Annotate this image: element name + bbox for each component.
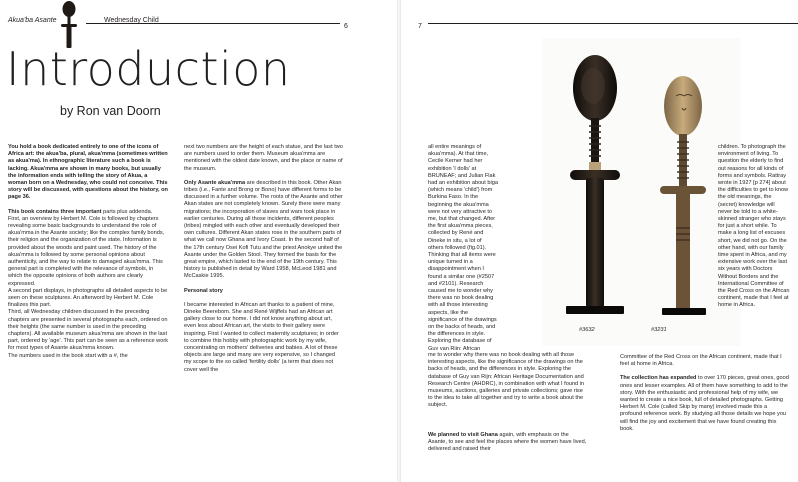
book-title: Akua'ba Asante bbox=[8, 17, 57, 24]
column-3-wrap bbox=[428, 144, 498, 350]
paragraph bbox=[428, 432, 588, 454]
column-3 bbox=[428, 144, 588, 350]
lead-bold: This book contains three important bbox=[8, 208, 102, 215]
paragraph: First, an overview by Herbert M. Cole is followed by chapters revealing some basic backgrounds to understand the role of akua'mma in the Asante society; like the complex family bonds, their religion and the organization of the state. Information is provided about the woods and paint used. The history of the akua'mma is followed by some personal opinions about authenticity, and the way to relate to damaged akua'mma. This general part is completed with the relevance of symbols, in which the opposite opinions of both authors are clearly expressed. bbox=[8, 215, 165, 287]
paragraph: all entire meanings of akua'mma). At that time, Cecile Kerner had her exhibition 'I dolls' at BRUNEAF; and Julian Flak had an exhibition about biga (which means 'child') from Burkina Faso. In the beginning the akua'mma were not very attractive to me, but that changed. After the first akua'mma pieces, collected by René and Dineke in situ, a lot of others followed (fig.01). Thinking that all items were unique turned in a disappointment when I found a similar one (#2507 and #2101). Research caused me to wonder why there was no book dealing with all those interesting aspects, like the significance of the drawings on the backs of heads, and the differences in style. Exploring the database of Guy van Rijn: African bbox=[428, 144, 498, 350]
column-1 bbox=[8, 144, 168, 360]
gutter bbox=[397, 0, 401, 482]
paragraph: next two numbers are the height of each statue, and the last two are numbers used to order them. Museum akua'mma are mentioned with the oldest date known, and the place or name of the museum. bbox=[184, 144, 343, 172]
left-page bbox=[0, 0, 396, 482]
paragraph-rest: again, with emphasis on the Asante, to see and feel the places where the women have lived, delivered and raised their bbox=[428, 432, 587, 453]
column-3-continued bbox=[428, 352, 588, 422]
right-page bbox=[402, 0, 798, 482]
section-title: Wednesday Child bbox=[104, 17, 159, 24]
intro-paragraph: You hold a book dedicated entirely to one of the icons of Africa art: the akua'ba, plural, akua'mma (sometimes written as akua'ma). In ethnographic literature such a book is lacking. Akua'mma are shown in many books, but usually the information ends with telling the story of Akua, a woman born on a Wednesday, who could not conceive. This story will be discussed, with questions about the history, on page 36. bbox=[8, 144, 168, 201]
paragraph-lead-bold: Only Asante akua'mma bbox=[184, 179, 246, 186]
page-number: 6 bbox=[344, 23, 348, 30]
paragraph-lead-bold: The collection has expanded bbox=[620, 375, 697, 382]
paragraph-rest: to over 170 pieces, great ones, good ones and lesser examples. All of them have something to add to the story. With the enthusiastic and professional help of my wife, we wanted to create a nice book, full of detailed photographs. Getting Herbert M. Cole (called Skip by many) involved made this a profound reference work. By studying all those details we hope you will find the joy and excitement that we have found creating this book. bbox=[620, 375, 789, 432]
paragraph: Third, all Wednesday children discussed in the preceding chapters are presented in several photographs each, ordered on their heights (the same number is used in the preceding chapters). All available museum akua'mma are shown in the last part, ordered by 'age'. This part can be seen as a reference work for most types of Asante akua'mma known. bbox=[8, 309, 168, 352]
column-4 bbox=[718, 144, 790, 352]
subhead: Personal story bbox=[184, 287, 223, 294]
paragraph: A second part displays, in photographs all detailed aspects to be seen on these sculptures. An afterword by Herbert M. Cole finalizes this part. bbox=[8, 287, 168, 309]
lead-rest: parts plus addenda. bbox=[101, 208, 153, 215]
column-4-continued bbox=[620, 354, 790, 440]
page-title: Introduction bbox=[6, 42, 291, 96]
column-2 bbox=[184, 144, 344, 381]
paragraph: children. To photograph the environment of living. To question the elderly to find out reasons for all kinds of forms and symbols. Rattray wrote in 1927 [p 274] about the difficulties to get to know the old meanings, the (secret) knowledge will never be told to a white-skinned stranger who stays for just a short while. To make a long list of excuses short, we did not go. On the other hand, with our family time spent in Africa, and my extensive work over the last six years with Doctors Without Borders and the International Committee of the Red Cross on the African continent, made that I feel at home in Africa. bbox=[718, 144, 790, 309]
paragraph: The numbers used in the book start with a #, the bbox=[8, 352, 128, 359]
lead-paragraph bbox=[8, 209, 168, 216]
paragraph bbox=[620, 375, 790, 433]
column-3-end bbox=[428, 432, 588, 461]
byline: by Ron van Doorn bbox=[60, 104, 161, 118]
header-rule bbox=[428, 23, 798, 24]
paragraph-rest: are described in this book. Other Akan tribes (i.e., Fante and Brong or Bono) have different forms to be discussed in a further volume. The roots of the Asante and other Akan states are not completely known. Surely there were many migrations; the incorporation of slaves and wars took place in earlier centuries. During all those incidents, different peoples (tribes) mingled with each other and eventually developed their own cultures. Different Akan states rose in the southern parts of what we call now Ghana and Ivory Coast. In the second half of the 17th century Osei Kofi Tutu and the priest Anokye united the Asante under the Golden Stool. They formed the basis for the great empire, which lasted to the end of the 19th century. This history is published in detail by Ward 1958, McLeod 1981 and McCaskie 1995. bbox=[184, 179, 343, 280]
paragraph bbox=[184, 180, 344, 281]
paragraph: I became interested in African art thanks to a patient of mine, Dineke Beerebom. She and René Wijffels had an African art gallery close to our home. I did not know anything about art, even less about African art, the visits to their gallery were inspiring. First I wanted to collect maternity sculptures; in order to combine this hobby with photographic work by my wife, concentrating on mothers' deliveries and babies. A lot of these objects are large and many are very expensive, so I changed my scope to the so called 'fertility dolls' (a term that does not cover well the bbox=[184, 301, 339, 373]
caption-left: #3632 bbox=[579, 327, 595, 333]
header-rule bbox=[86, 23, 340, 24]
paragraph-lead-bold: We planned to visit Ghana bbox=[428, 432, 498, 438]
page-number: 7 bbox=[418, 23, 422, 30]
paragraph-continued: Committee of the Red Cross on the African continent, made that I feel at home in Africa. bbox=[620, 354, 782, 368]
caption-right: #3231 bbox=[651, 327, 667, 333]
paragraph-continued: me to wonder why there was no book dealing with all those interesting aspects, like the significance of the drawings on the backs of heads, and the differences in style. Exploring the database of Guy van Rijn: African Heritage Documentation and Research Centre (AHDRC), in combination with what I found in museums, auctions, galleries and private collections; gave rise to the idea to take all together and try to write a book about the subject. bbox=[428, 352, 585, 409]
